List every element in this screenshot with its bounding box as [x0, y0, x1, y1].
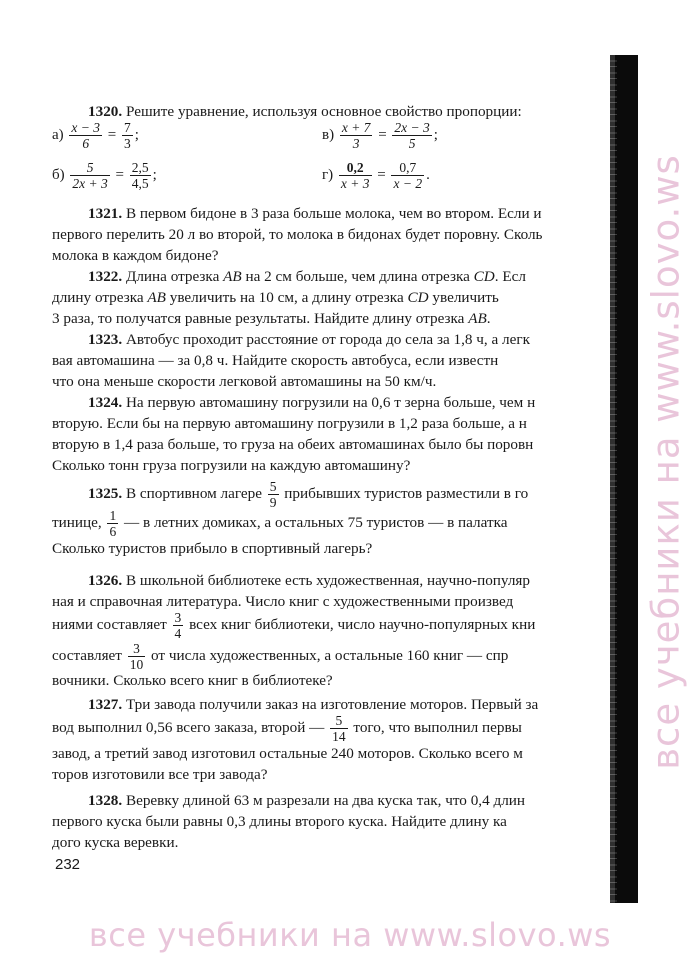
problem-1326-line: 1326. В школьной библиотеке есть художественная, научно-популяр	[88, 572, 531, 589]
problem-1321-line: молока в каждом бидоне?	[52, 247, 219, 264]
problem-number: 1322.	[88, 268, 123, 285]
fraction: $\frac{5}{9}$	[269, 479, 277, 511]
problem-1324-line: вторую в 1,4 раза больше, то груза на обеих автомашинах было бы поровн	[52, 436, 534, 453]
problem-1321-line: 1321. В первом бидоне в 3 раза больше молока, чем во втором. Если и	[88, 205, 542, 222]
problem-1327-line: вод выполнил 0,56 всего заказа, второй — $\frac{5}{14}$ того, что выполнил первы	[52, 713, 522, 745]
equation-label: а)	[52, 126, 64, 143]
problem-1327-line: 1327. Три завода получили заказ на изготовление моторов. Первый за	[88, 696, 539, 713]
problem-text: Решите уравнение, используя основное свойство пропорции:	[122, 103, 522, 120]
problem-1322-line: 3 раза, то получатся равные результаты. Найдите длину отрезка AB.	[52, 310, 491, 327]
problem-1321-line: первого перелить 20 л во второй, то молока в бидонах будет поровну. Сколь	[52, 226, 543, 243]
problem-1325-line: тинице, $\frac{1}{6}$ — в летних домиках, а остальных 75 туристов — в палатка	[52, 508, 508, 540]
fraction: $\frac{x - 3}{6}$	[71, 120, 101, 151]
problem-number: 1321.	[88, 205, 123, 222]
equation-label: г)	[322, 166, 334, 183]
fraction: $\frac{7}{3}$	[123, 120, 131, 151]
problem-1327-line: завод, а третий завод изготовил остальные 240 моторов. Сколько всего м	[52, 745, 523, 762]
problem-1323-line: 1323. Автобус проходит расстояние от города до села за 1,8 ч, а легк	[88, 331, 530, 348]
problem-1328-line: 1328. Веревку длиной 63 м разрезали на два куска так, что 0,4 длин	[88, 792, 526, 809]
problem-1326-line: ниями составляет $\frac{3}{4}$ всех книг библиотеки, число научно-популярных кни	[52, 610, 536, 642]
fraction: $\frac{2x - 3}{5}$	[394, 120, 430, 151]
problem-number: 1328.	[88, 792, 123, 809]
fraction: $\frac{x + 7}{3}$	[341, 120, 371, 151]
problem-1327-line: торов изготовили все три завода?	[52, 766, 268, 783]
problem-number: 1325.	[88, 485, 123, 502]
problem-1320-heading	[52, 101, 658, 122]
equation-label: в)	[322, 126, 335, 143]
problem-1325-line: Сколько туристов прибыло в спортивный лагерь?	[52, 540, 373, 557]
problem-number: 1324.	[88, 394, 123, 411]
equation-label: б)	[52, 166, 65, 183]
equation-v: в) $\frac{x + 7}{3}$ = $\frac{2x - 3}{5}$ ;	[322, 120, 438, 151]
problem-number: 1320.	[88, 103, 123, 120]
problem-1324-line: вторую. Если бы на первую автомашину погрузили в 1,2 раза больше, а н	[52, 415, 527, 432]
problem-1326-line: составляет $\frac{3}{10}$ от числа художественных, а остальные 160 книг — спр	[52, 641, 509, 673]
fraction: $\frac{0,2}{x + 3}$	[340, 160, 370, 191]
problem-1322-line: длину отрезка AB увеличить на 10 см, а длину отрезка CD увеличить	[52, 289, 499, 306]
fraction: $\frac{0,7}{x - 2}$	[393, 160, 423, 191]
equation-b: б) $\frac{5}{2x + 3}$ = $\frac{2,5}{4,5}$ ;	[52, 160, 157, 191]
page-number: 232	[55, 856, 81, 873]
problem-number: 1326.	[88, 572, 123, 589]
fraction: $\frac{5}{2x + 3}$	[72, 160, 108, 191]
problem-1325-line: 1325. В спортивном лагере $\frac{5}{9}$ прибывших туристов разместили в го	[88, 479, 529, 511]
problem-1323-line: что она меньше скорости легковой автомашины на 50 км/ч.	[52, 373, 437, 390]
problem-1324-line: Сколько тонн груза погрузили на каждую автомашину?	[52, 457, 411, 474]
problem-1326-line: ная и справочная литература. Число книг с художественными произвед	[52, 593, 514, 610]
equation-a: а) $\frac{x - 3}{6}$ = $\frac{7}{3}$ ;	[52, 120, 139, 151]
problem-1322-line: 1322. Длина отрезка AB на 2 см больше, чем длина отрезка CD. Есл	[88, 268, 526, 285]
fraction: $\frac{2,5}{4,5}$	[131, 160, 149, 191]
watermark-bottom: все учебники на www.slovo.ws	[88, 916, 612, 954]
fraction: $\frac{1}{6}$	[109, 508, 117, 540]
watermark-vertical: все учебники на www.slovo.ws	[644, 154, 687, 770]
problem-number: 1327.	[88, 696, 123, 713]
scan-edge-shadow	[615, 55, 638, 903]
fraction: $\frac{5}{14}$	[332, 713, 346, 745]
problem-1326-line: вочники. Сколько всего книг в библиотеке?	[52, 672, 333, 689]
problem-1323-line: вая автомашина — за 0,8 ч. Найдите скорость автобуса, если известн	[52, 352, 499, 369]
equation-g: г) $\frac{0,2}{x + 3}$ = $\frac{0,7}{x - 2}$ .	[322, 160, 430, 191]
fraction: $\frac{3}{10}$	[129, 641, 144, 673]
problem-1324-line: 1324. На первую автомашину погрузили на 0,6 т зерна больше, чем н	[88, 394, 536, 411]
problem-1328-line: первого куска были равны 0,3 длины второго куска. Найдите длину ка	[52, 813, 507, 830]
fraction: $\frac{3}{4}$	[174, 610, 182, 642]
problem-number: 1323.	[88, 331, 123, 348]
problem-1328-line: дого куска веревки.	[52, 834, 179, 851]
